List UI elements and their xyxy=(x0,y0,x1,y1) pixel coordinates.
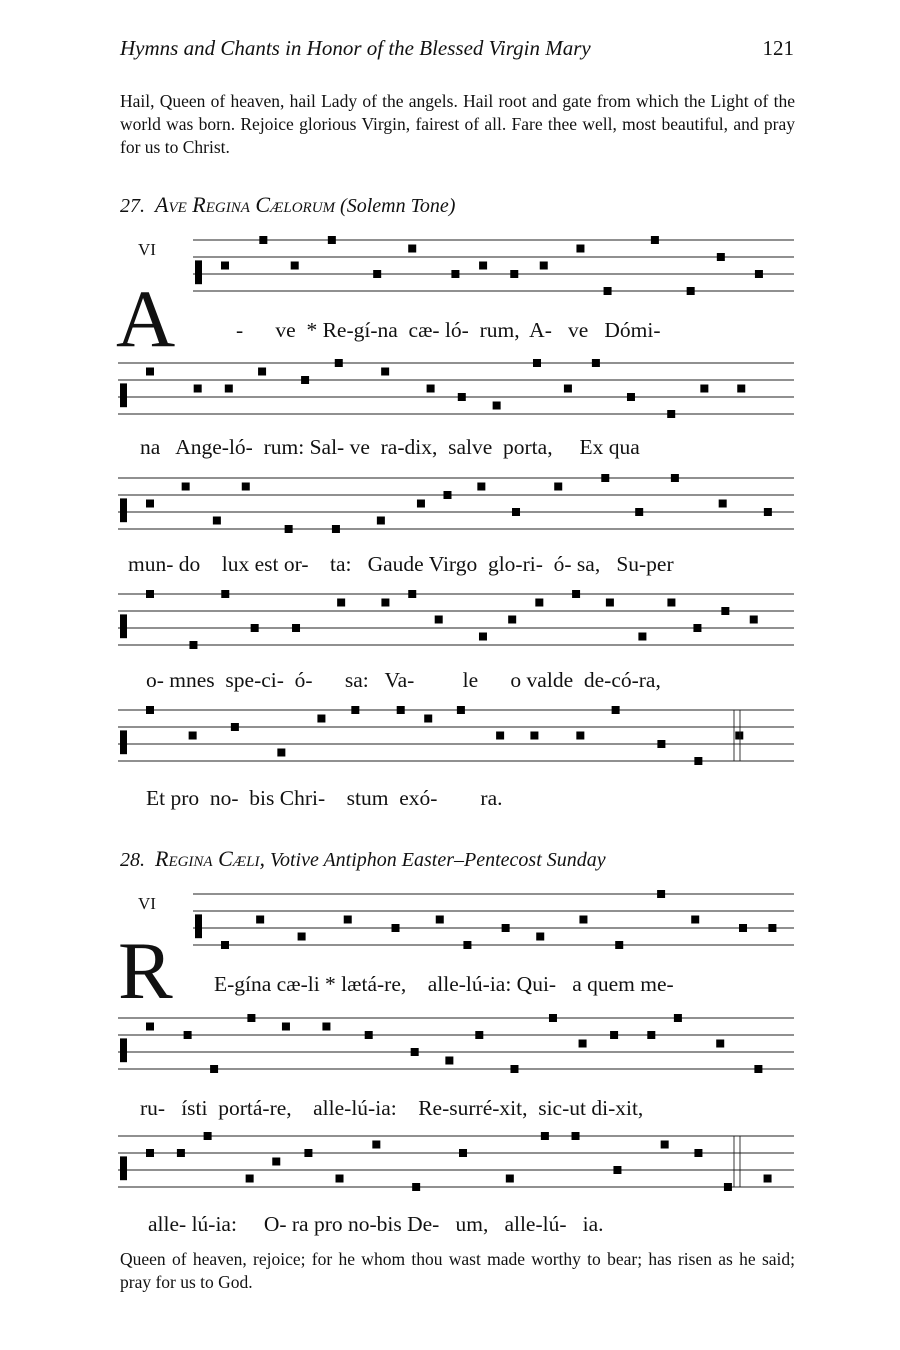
neume-icon xyxy=(533,359,541,367)
neume-icon xyxy=(564,385,572,393)
neume-icon xyxy=(282,1023,290,1031)
neume-icon xyxy=(256,916,264,924)
neume-icon xyxy=(541,1132,549,1140)
initial-letter: A xyxy=(116,273,176,364)
neume-icon xyxy=(691,916,699,924)
neume-icon xyxy=(627,393,635,401)
neume-icon xyxy=(721,607,729,615)
neume-icon xyxy=(719,500,727,508)
neume-icon xyxy=(459,1149,467,1157)
neume-icon xyxy=(576,245,584,253)
chant-28-title xyxy=(120,846,606,872)
neume-icon xyxy=(322,1023,330,1031)
running-title: Hymns and Chants in Honor of the Blessed Virgin Mary xyxy=(120,36,591,60)
neume-icon xyxy=(184,1031,192,1039)
neume-icon xyxy=(427,385,435,393)
neume-icon xyxy=(764,1175,772,1183)
neume-icon xyxy=(246,1175,254,1183)
neume-icon xyxy=(335,359,343,367)
neume-icon xyxy=(344,916,352,924)
neume-icon xyxy=(417,500,425,508)
neume-icon xyxy=(536,933,544,941)
neume-icon xyxy=(576,732,584,740)
neume-icon xyxy=(424,715,432,723)
neume-icon xyxy=(381,368,389,376)
neume-icon xyxy=(210,1065,218,1073)
neume-icon xyxy=(540,262,548,270)
neume-icon xyxy=(332,525,340,533)
neume-icon xyxy=(610,1031,618,1039)
neume-icon xyxy=(328,236,336,244)
clef-icon xyxy=(120,498,127,522)
neume-icon xyxy=(408,245,416,253)
neume-icon xyxy=(694,757,702,765)
neume-icon xyxy=(612,706,620,714)
neume-icon xyxy=(510,270,518,278)
neume-icon xyxy=(351,706,359,714)
neume-icon xyxy=(530,732,538,740)
chant-name: Regina Cæli, xyxy=(155,846,265,871)
lyric-line: ru- ísti portá-re, alle-lú-ia: Re-surré-xit, sic-ut di-xit, xyxy=(140,1096,644,1120)
neume-icon xyxy=(177,1149,185,1157)
neume-icon xyxy=(693,624,701,632)
neume-icon xyxy=(638,633,646,641)
lyric-line: na Ange-ló- rum: Sal- ve ra-dix, salve porta, Ex qua xyxy=(140,435,640,459)
neume-icon xyxy=(435,616,443,624)
neume-icon xyxy=(411,1048,419,1056)
neume-icon xyxy=(301,376,309,384)
neume-icon xyxy=(221,262,229,270)
clef-icon xyxy=(120,383,127,407)
clef-icon xyxy=(120,1156,127,1180)
staff-system xyxy=(118,1010,798,1090)
neume-icon xyxy=(661,1141,669,1149)
chant-subtitle: (Solemn Tone) xyxy=(340,195,456,217)
neume-icon xyxy=(373,270,381,278)
neume-icon xyxy=(479,262,487,270)
neume-icon xyxy=(377,517,385,525)
neume-icon xyxy=(477,483,485,491)
neume-icon xyxy=(189,641,197,649)
clef-icon xyxy=(120,614,127,638)
neume-icon xyxy=(372,1141,380,1149)
neume-icon xyxy=(443,491,451,499)
translation-paragraph-top: Hail, Queen of heaven, hail Lady of the angels. Hail root and gate from which the Light of the world was born. Rejoice glorious Virgin, fairest of all. Fare thee well, most beautiful, and pray for us to Christ. xyxy=(120,91,795,157)
neume-icon xyxy=(601,474,609,482)
neume-icon xyxy=(572,590,580,598)
neume-icon xyxy=(572,1132,580,1140)
neume-icon xyxy=(463,941,471,949)
neume-icon xyxy=(408,590,416,598)
neume-icon xyxy=(451,270,459,278)
neume-icon xyxy=(506,1175,514,1183)
staff-system xyxy=(118,232,798,312)
neume-icon xyxy=(687,287,695,295)
neume-icon xyxy=(535,599,543,607)
lyric-line: o- mnes spe-ci- ó- sa: Va- le o valde de-có-ra, xyxy=(146,668,661,692)
neume-icon xyxy=(592,359,600,367)
neume-icon xyxy=(657,740,665,748)
neume-icon xyxy=(554,483,562,491)
neume-icon xyxy=(458,393,466,401)
neume-icon xyxy=(146,706,154,714)
neume-icon xyxy=(292,624,300,632)
neume-icon xyxy=(657,890,665,898)
initial-letter: R xyxy=(118,925,173,1016)
neume-icon xyxy=(436,916,444,924)
neume-icon xyxy=(259,236,267,244)
neume-icon xyxy=(189,732,197,740)
neume-icon xyxy=(392,924,400,932)
neume-icon xyxy=(225,385,233,393)
chant-subtitle: Votive Antiphon Easter–Pentecost Sunday xyxy=(269,849,606,871)
mode-label: VI xyxy=(138,240,156,259)
neume-icon xyxy=(317,715,325,723)
neume-icon xyxy=(146,500,154,508)
neume-icon xyxy=(182,483,190,491)
neume-icon xyxy=(502,924,510,932)
neume-icon xyxy=(667,410,675,418)
neume-icon xyxy=(146,1149,154,1157)
clef-icon xyxy=(120,730,127,754)
chant-name: Ave Regina Cælorum xyxy=(155,192,336,217)
page-number: 121 xyxy=(762,36,794,60)
neume-icon xyxy=(604,287,612,295)
neume-icon xyxy=(700,385,708,393)
neume-icon xyxy=(674,1014,682,1022)
neume-icon xyxy=(336,1175,344,1183)
chant-number: 27. xyxy=(120,195,145,217)
neume-icon xyxy=(716,1040,724,1048)
staff-system xyxy=(118,886,798,966)
neume-icon xyxy=(298,933,306,941)
neume-icon xyxy=(291,262,299,270)
neume-icon xyxy=(221,590,229,598)
neume-icon xyxy=(615,941,623,949)
staff-system xyxy=(118,586,798,666)
neume-icon xyxy=(496,732,504,740)
lyric-line: mun- do lux est or- ta: Gaude Virgo glo-ri- ó- sa, Su-per xyxy=(128,552,674,576)
neume-icon xyxy=(764,508,772,516)
neume-icon xyxy=(735,732,743,740)
neume-icon xyxy=(221,941,229,949)
neume-icon xyxy=(457,706,465,714)
neume-icon xyxy=(272,1158,280,1166)
neume-icon xyxy=(285,525,293,533)
translation-paragraph-bottom: Queen of heaven, rejoice; for he whom thou wast made worthy to bear; has risen as he said; pray for us to God. xyxy=(120,1249,795,1292)
neume-icon xyxy=(739,924,747,932)
neume-icon xyxy=(304,1149,312,1157)
neume-icon xyxy=(365,1031,373,1039)
staff-system xyxy=(118,355,798,435)
chant-27-title xyxy=(120,192,455,218)
neume-icon xyxy=(613,1166,621,1174)
neume-icon xyxy=(647,1031,655,1039)
lyric-line: Et pro no- bis Chri- stum exó- ra. xyxy=(146,786,503,810)
neume-icon xyxy=(579,1040,587,1048)
neume-icon xyxy=(258,368,266,376)
neume-icon xyxy=(337,599,345,607)
staff-system xyxy=(118,470,798,550)
neume-icon xyxy=(508,616,516,624)
neume-icon xyxy=(242,483,250,491)
neume-icon xyxy=(512,508,520,516)
neume-icon xyxy=(493,402,501,410)
neume-icon xyxy=(475,1031,483,1039)
neume-icon xyxy=(606,599,614,607)
neume-icon xyxy=(768,924,776,932)
chant-number: 28. xyxy=(120,849,145,871)
neume-icon xyxy=(510,1065,518,1073)
neume-icon xyxy=(146,590,154,598)
neume-icon xyxy=(750,616,758,624)
clef-icon xyxy=(120,1038,127,1062)
neume-icon xyxy=(755,270,763,278)
neume-icon xyxy=(549,1014,557,1022)
neume-icon xyxy=(579,916,587,924)
neume-icon xyxy=(247,1014,255,1022)
neume-icon xyxy=(231,723,239,731)
neume-icon xyxy=(397,706,405,714)
neume-icon xyxy=(737,385,745,393)
neume-icon xyxy=(277,749,285,757)
neume-icon xyxy=(146,1023,154,1031)
neume-icon xyxy=(724,1183,732,1191)
neume-icon xyxy=(194,385,202,393)
neume-icon xyxy=(671,474,679,482)
neume-icon xyxy=(204,1132,212,1140)
lyric-line: - ve * Re-gí-na cæ- ló- rum, A- ve Dómi- xyxy=(236,318,661,342)
neume-icon xyxy=(754,1065,762,1073)
clef-icon xyxy=(195,914,202,938)
lyric-line: E-gína cæ-li * lætá-re, alle-lú-ia: Qui- a quem me- xyxy=(214,972,674,996)
neume-icon xyxy=(146,368,154,376)
neume-icon xyxy=(381,599,389,607)
staff-system xyxy=(118,702,798,782)
neume-icon xyxy=(251,624,259,632)
neume-icon xyxy=(651,236,659,244)
neume-icon xyxy=(635,508,643,516)
neume-icon xyxy=(213,517,221,525)
neume-icon xyxy=(445,1057,453,1065)
mode-label: VI xyxy=(138,894,156,913)
clef-icon xyxy=(195,260,202,284)
lyric-line: alle- lú-ia: O- ra pro no-bis De- um, alle-lú- ia. xyxy=(148,1212,604,1236)
neume-icon xyxy=(667,599,675,607)
neume-icon xyxy=(694,1149,702,1157)
neume-icon xyxy=(479,633,487,641)
staff-system xyxy=(118,1128,798,1208)
neume-icon xyxy=(717,253,725,261)
neume-icon xyxy=(412,1183,420,1191)
